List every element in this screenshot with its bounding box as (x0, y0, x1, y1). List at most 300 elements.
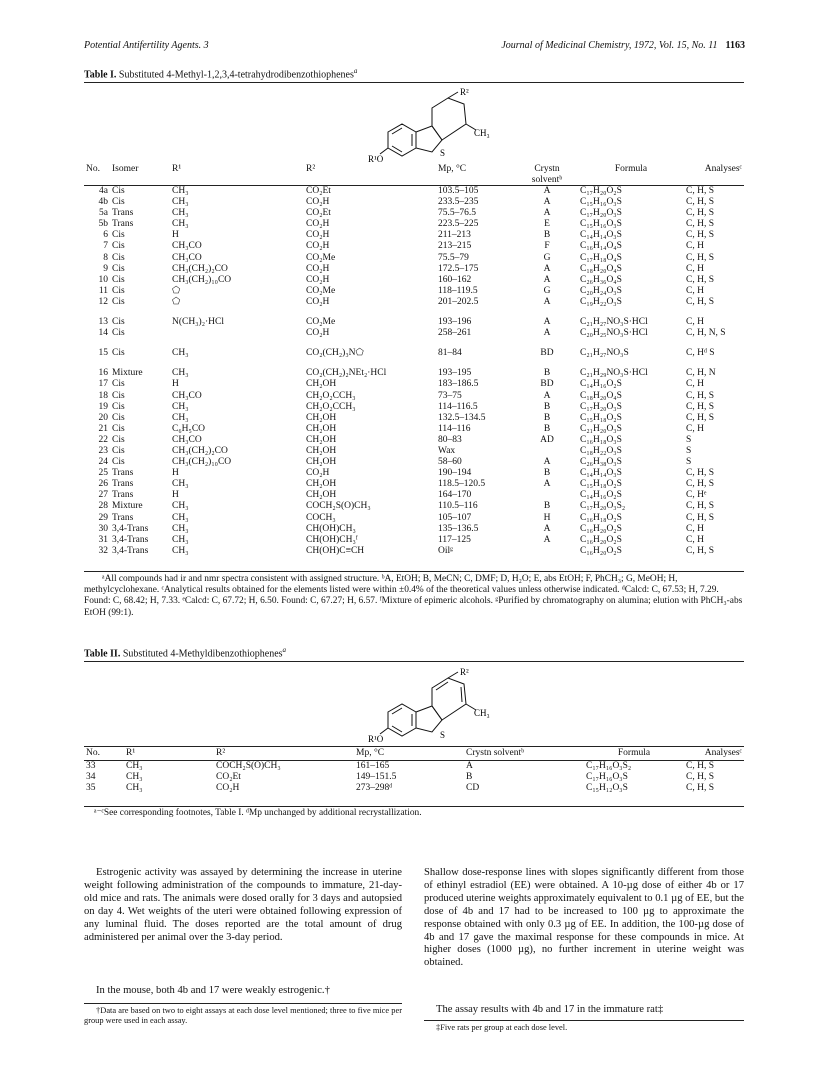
table1-cell: 27 (98, 490, 108, 501)
table1-cell: 114–116 (438, 423, 471, 434)
table2-label: Table II. (84, 648, 121, 660)
table2-cell: C, H, S (686, 783, 714, 794)
table1-cell: G (543, 285, 551, 296)
table1-cell: CH₃ (172, 197, 189, 208)
table1 (84, 164, 744, 557)
table1-cell: 118–119.5 (438, 285, 478, 296)
table1-cell: 25 (98, 468, 108, 479)
table1-cell: ⬠ (172, 296, 181, 307)
table1-cell: 24 (98, 457, 108, 468)
table1-cell: C₁₉H₂₂O₃S (580, 296, 622, 307)
journal-citation: Journal of Medicinal Chemistry, 1972, Vol. 15, No. 11 (501, 40, 718, 51)
table1-row (84, 219, 744, 230)
table1-cell: C₁₈H₂₂O₃S (580, 445, 622, 456)
table1-row (84, 328, 744, 348)
table1-cell: 22 (98, 434, 108, 445)
table1-cell: CH₃CO (172, 241, 202, 252)
table1-cell: B (543, 401, 551, 412)
table1-cell: C, H (686, 523, 704, 534)
table1-row (84, 501, 744, 512)
table1-row (84, 513, 744, 524)
table1-cell: Trans (112, 468, 134, 479)
body-right-paragraph-1: Shallow dose-response lines with slopes significantly different from those of ethinyl estradiol (EE) were obtained. A 10-µg dose of either 4b or 17 produced uterine weights approximately equivalent to 0.1 µg of EE, but the dose of 4b and 17 had to be increased to 100 µg to approximate the response obtained with only 0.3 µg of EE. In addition, the 100-µg dose of 4b and 17 gave the maximal response for these compounds in mice. At higher doses (1000 µg), no further increment in uterine weight was obtained. (424, 867, 745, 969)
table2-cell: B (466, 772, 473, 783)
table1-cell: CO₂(CH₂)₃N⬠ (306, 348, 364, 359)
table1-col-r1: R¹ (172, 164, 182, 174)
table1-cell: CH₂OH (306, 412, 337, 423)
table2-col-no: No. (86, 748, 100, 758)
table1-cell: 183–186.5 (438, 379, 479, 390)
table1-cell: CH₂OH (306, 379, 337, 390)
table1-cell: CO₂Et (306, 186, 331, 196)
table1-row (84, 253, 744, 264)
table1-cell: CH₃ (172, 501, 189, 512)
table1-cell: CO₂Me (306, 317, 336, 328)
table1-cell: A (543, 274, 551, 285)
table1-cell: 30 (98, 523, 108, 534)
table2-cell: CD (466, 783, 480, 794)
table1-cell: A (543, 197, 551, 208)
table1-cell: C, H (686, 241, 704, 252)
table1-cell: B (543, 368, 551, 379)
table1-cell: Trans (112, 479, 134, 490)
table1-cell: CH(OH)C≡CH (306, 545, 365, 556)
table1-cell: C, H (686, 534, 704, 545)
table1-cell: 211–213 (438, 230, 471, 241)
table1-cell: C₁₄H₁₄O₃S (580, 468, 622, 479)
table1-cell: A (543, 317, 551, 328)
table1-row (84, 186, 744, 197)
table2-col-r2: R² (216, 748, 226, 758)
table1-cell (516, 490, 578, 501)
table1-cell: 132.5–134.5 (438, 412, 486, 423)
table1-cell: B (543, 468, 551, 479)
table1-row (84, 275, 744, 286)
table1-cell: BD (540, 348, 554, 359)
thiophene-ring (416, 706, 442, 732)
table2-col-solvent: Crystn solventᵇ (466, 748, 525, 758)
table1-cell: CO₂H (306, 230, 330, 241)
table1-cell: B (543, 412, 551, 423)
table1-cell: CO₂H (306, 197, 330, 208)
table1-cell: 75.5–76.5 (438, 208, 476, 219)
table1-row (84, 535, 744, 546)
table1-cell: 8 (103, 252, 108, 263)
table1-caption (84, 67, 357, 80)
table1-col-analyses: Analysesᶜ (704, 164, 742, 174)
table1-cell: CH₃(CH₂)₂CO (172, 263, 228, 274)
table1-cell: CH₂OH (306, 490, 337, 501)
table1-cell (516, 546, 578, 557)
table1-cell: C₁₆H₁₈O₂S (580, 512, 622, 523)
table1-label: Table I. (84, 69, 117, 81)
table1-cell: C₂₆H₃₈O₃S (580, 457, 622, 468)
table1-cell: H (543, 512, 551, 523)
table1-top-rule (84, 82, 744, 83)
table1-cell: Trans (112, 490, 134, 501)
table1-cell: CH₃ (172, 534, 189, 545)
table1-cell: 164–170 (438, 490, 472, 501)
table1-cell: 26 (98, 479, 108, 490)
table1-cell: Cis (112, 285, 125, 296)
table1-cell: CH(OH)CH₃ᶠ (306, 534, 358, 545)
table1-cell: Cis (112, 263, 125, 274)
table1-cell: CH₃ (172, 512, 189, 523)
table1-cell: A (543, 296, 551, 307)
table1-row (84, 197, 744, 208)
table1-cell: 13 (98, 317, 108, 328)
table1-cell: C₁₇H₂₀O₃S (580, 401, 622, 412)
table1-row (84, 391, 744, 402)
table1-cell: BD (540, 379, 554, 390)
table1-cell: COCH₃ (306, 512, 336, 523)
table1-cell: C₁₄H₁₆O₂S (580, 379, 622, 390)
table2-cell: C, H, S (686, 772, 714, 783)
table1-cell: C, H, N, S (686, 328, 726, 339)
table1-cell: 5a (99, 208, 108, 219)
table1-row (84, 457, 744, 468)
table1-title: Substituted 4-Methyl-1,2,3,4-tetrahydrodibenzothiophenes (118, 69, 354, 81)
table1-cell: A (543, 534, 551, 545)
table2-cell: COCH₂S(O)CH₃ (216, 761, 281, 771)
table1-cell: 118.5–120.5 (438, 479, 486, 490)
table1-cell: C₁₆H₁₄O₄S (580, 241, 622, 252)
table1-cell: C₁₄H₁₄O₃S (580, 230, 622, 241)
table1-cell: CH₃ (172, 219, 189, 230)
table2-cell: CO₂H (216, 783, 240, 794)
table2-cell: CH₃ (126, 783, 143, 794)
table1-row (84, 348, 744, 368)
table1-cell: C₁₅H₁₆O₃S (580, 219, 622, 230)
table2-col-mp: Mp, °C (356, 748, 385, 758)
table1-row (84, 524, 744, 535)
table1-row (84, 435, 744, 446)
struct2-r2-label: R² (460, 667, 469, 677)
table1-cell: 201–202.5 (438, 296, 479, 307)
table1-cell: CO₂H (306, 328, 330, 339)
table2-caption (84, 646, 286, 659)
table1-row (84, 297, 744, 317)
table1-cell: CH₃(CH₂)₁₀CO (172, 457, 232, 468)
table1-cell: C, H, S (686, 230, 714, 241)
table1-cell: CO₂Et (306, 208, 331, 219)
table1-cell: C₁₆H₂₀O₂S (580, 545, 622, 556)
table1-cell: Cis (112, 348, 125, 359)
table2-cell: 273–298ᵈ (356, 783, 393, 794)
table1-cell: S (686, 445, 692, 456)
table1-cell: 223.5–225 (438, 219, 479, 230)
table1-cell: C, H, S (686, 208, 714, 219)
table1-cell: C, H, S (686, 512, 714, 523)
table2-cell: 33 (86, 761, 96, 771)
table1-cell: CO₂H (306, 263, 330, 274)
table1-cell: CO₂Me (306, 252, 336, 263)
table1-footnotes: ᵃAll compounds had ir and nmr spectra consistent with assigned structure. ᵇA, EtOH; B, MeCN; C, DMF; D, H₂O; E, abs EtOH; F, PhCH₃; G, MeOH; H, methylcyclohexane. ᶜAnalytical results obtained for the elements listed were within ±0.4% of the theoretical values unless otherwise indicated. ᵈCalcd: C, 67.53; H, 7.29. Found: C, 68.42; H, 7.33. ᵉCalcd: C, 67.72; H, 6.50. Found: C, 67.27; H, 6.57. ᶠMixture of epimeric alcohols. ᵍPurified by chromatography on alumina; elution with PhCH₃-abs EtOH (99:1). (84, 574, 743, 618)
table1-cell: CH₃ (172, 368, 189, 379)
table1-cell: 193–196 (438, 317, 472, 328)
running-head-left: Potential Antifertility Agents. 3 (84, 40, 209, 51)
table1-cell: 3,4-Trans (112, 523, 149, 534)
table2-cell: C₁₇H₁₆O₃S (586, 772, 628, 783)
table1-cell: C, H, S (686, 197, 714, 208)
table1-cell: CH(OH)CH₃ (306, 523, 356, 534)
table1-cell: CO₂H (306, 274, 330, 285)
table1-cell: C₁₈H₂₀O₄S (580, 390, 622, 401)
table1-cell: C₁₆H₂₀O₂S (580, 523, 622, 534)
table2-cell: C₁₇H₁₆O₃S₂ (586, 761, 632, 771)
table1-cell: Cis (112, 423, 125, 434)
table2-row (84, 772, 744, 783)
table1-body (84, 186, 744, 557)
table1-cell: C, H (686, 379, 704, 390)
table1-cell: CO₂H (306, 296, 330, 307)
table2-col-formula: Formula (617, 748, 651, 758)
table1-cell: F (544, 241, 550, 252)
table1-cell: C, H, S (686, 296, 714, 307)
table1-bottom-rule (84, 571, 744, 572)
table1-cell: CH₃ (172, 208, 189, 219)
table1-cell (170, 328, 304, 348)
table1-col-solvent: Crystn solventᵇ (531, 164, 563, 185)
body-left-paragraph-2: In the mouse, both 4b and 17 were weakly estrogenic.† (96, 985, 330, 996)
table1-cell: CH₂O₂CCH₃ (306, 401, 356, 412)
table1-cell: Wax (438, 445, 456, 456)
table1-cell: Cis (112, 434, 125, 445)
table1-row (84, 379, 744, 390)
table1-row (84, 468, 744, 479)
table1-cell: CO₂H (306, 219, 330, 230)
table1-cell: C₂₁H₂₀O₃S (580, 423, 622, 434)
struct1-s-label: S (440, 148, 446, 158)
table1-row (84, 230, 744, 241)
table1-cell: 103.5–105 (438, 186, 479, 196)
struct1-r2-label: R² (460, 87, 469, 97)
table1-cell: 20 (98, 412, 108, 423)
table1-cell: C₁₇H₂₀O₃S₂ (580, 501, 626, 512)
table1-cell: ⬠ (172, 285, 181, 296)
table1-cell: CH₂O₂CCH₃ (306, 390, 356, 401)
table1-cell: Cis (112, 401, 125, 412)
table1-row (84, 402, 744, 413)
table1-cell: Trans (112, 512, 134, 523)
table1-cell: C₂₁H₂₉NO₃S·HCl (580, 368, 648, 379)
table1-cell: CH₃ (172, 186, 189, 196)
table1-cell: C₁₈H₂₀O₄S (580, 263, 622, 274)
table1-cell: A (543, 328, 551, 339)
table1-cell: C₂₁H₂₇NO₃S (580, 348, 629, 359)
table1-cell: 6 (103, 230, 108, 241)
struct1-ch3-label: CH₃ (474, 128, 490, 138)
table1-cell: C, H (686, 263, 704, 274)
body-left-paragraph-1: Estrogenic activity was assayed by determining the increase in uterine weight following administration of the compounds to immature, 21-day-old mice and rats. The animals were dosed orally for 3 days and autopsied on day 4. Wet weights of the uteri were obtained following expression of any luminal fluid. The doses reported are the total amount of drug administered per animal over the 3-day period. (84, 867, 402, 943)
table2-cell: A (466, 761, 473, 771)
table1-row (84, 208, 744, 219)
table1-cell: Cis (112, 274, 125, 285)
table1-cell: 9 (103, 263, 108, 274)
table2-col-analyses: Analysesᶜ (704, 748, 742, 758)
table1-cell: 233.5–235 (438, 197, 479, 208)
table2-cell: C, H, S (686, 761, 714, 771)
table1-cell: Cis (112, 328, 125, 339)
table1-cell: C₁₇H₁₈O₄S (580, 252, 622, 263)
table2-cell: 149–151.5 (356, 772, 397, 783)
body-right-footnote-rule (424, 1020, 744, 1021)
table1-row (84, 286, 744, 297)
table2-title-note: a (282, 646, 287, 654)
table1-cell: C₂₆H₃₆O₄S (580, 274, 622, 285)
table1-cell: CH₃(CH₂)₂CO (172, 445, 228, 456)
table2-body (84, 759, 744, 794)
table1-cell: C₁₇H₂₀O₃S (580, 208, 622, 219)
body-left-footnote: †Data are based on two to eight assays at each dose level mentioned; three to five mice per group were used in each assay. (84, 1006, 402, 1025)
table1-cell: 172.5–175 (438, 263, 479, 274)
table1-cell: 16 (98, 368, 108, 379)
table1-cell: C₆H₅CO (172, 423, 206, 434)
table1-cell: S (686, 434, 692, 445)
table1-cell: Cis (112, 412, 125, 423)
table2-cell: 35 (86, 783, 96, 794)
table1-cell: C, H, S (686, 468, 714, 479)
table1-header-row (84, 164, 744, 186)
table2-header-row (84, 748, 744, 759)
table1-cell (516, 446, 578, 457)
table1-row (84, 317, 744, 328)
table1-cell: 193–195 (438, 368, 472, 379)
table1-cell: 18 (98, 390, 108, 401)
table1-cell: A (543, 208, 551, 219)
table1-cell: 135–136.5 (438, 523, 479, 534)
table1-cell: Mixture (112, 368, 143, 379)
table1-cell: A (543, 390, 551, 401)
r2-bond (448, 92, 458, 98)
table1-cell: 58–60 (438, 457, 462, 468)
table1-cell: 160–162 (438, 274, 472, 285)
table1-cell: CH₂OH (306, 423, 337, 434)
body-left-footnote-rule (84, 1003, 402, 1004)
table1-cell: CH₃CO (172, 434, 202, 445)
table1-cell: 5b (98, 219, 108, 230)
table1-cell: Cis (112, 296, 125, 307)
table1-row (84, 424, 744, 435)
table1-cell: CH₂OH (306, 457, 337, 468)
table1-cell: C₁₅H₁₆O₃S (580, 197, 622, 208)
table1-cell: 190–194 (438, 468, 472, 479)
table1-cell: CH₂OH (306, 434, 337, 445)
table1-cell: C₁₅H₁₈O₂S (580, 479, 622, 490)
table1-cell: H (172, 490, 179, 501)
table1-cell: H (172, 379, 179, 390)
table1-cell: 21 (98, 423, 108, 434)
table1-cell: B (543, 423, 551, 434)
table2-col-r1: R¹ (126, 748, 136, 758)
struct1-r1o-label: R¹O (368, 154, 384, 164)
table2-cell: CH₃ (126, 772, 143, 783)
table1-cell: A (543, 263, 551, 274)
table1-structure-diagram (370, 84, 510, 164)
body-right-footnote: ‡Five rats per group at each dose level. (436, 1023, 568, 1032)
table2-bottom-rule (84, 806, 744, 807)
table2-title: Substituted 4-Methyldibenzothiophenes (122, 648, 283, 660)
struct2-s-label: S (440, 730, 446, 740)
table1-cell: C, H, S (686, 219, 714, 230)
table1-cell: Cis (112, 186, 125, 196)
table1-cell: CO₂(CH₂)₂NEt₂·HCl (306, 368, 387, 379)
table1-row (84, 490, 744, 501)
table1-cell: 7 (103, 241, 108, 252)
table1-cell: CH₃CO (172, 252, 202, 263)
table1-cell: 11 (98, 285, 108, 296)
table1-cell: CH₂OH (306, 479, 337, 490)
table1-cell: CH₃ (172, 412, 189, 423)
table1-cell: 19 (98, 401, 108, 412)
table1-cell: B (543, 230, 551, 241)
table1-cell: Trans (112, 219, 134, 230)
table1-cell: Trans (112, 208, 134, 219)
table1-cell: Cis (112, 197, 125, 208)
table1-cell: 32 (98, 545, 108, 556)
table1-header-rule (84, 185, 744, 186)
page-number: 1163 (725, 40, 745, 51)
table1-cell: 213–215 (438, 241, 472, 252)
table1-title-note: a (353, 67, 358, 75)
table1-cell: C, H, S (686, 412, 714, 423)
table1-cell: E (544, 219, 550, 230)
table1-cell: 23 (98, 445, 108, 456)
table1-cell: C, H, S (686, 390, 714, 401)
table1-cell: 4a (99, 186, 108, 196)
table1-cell: C, H, S (686, 545, 714, 556)
table2 (84, 748, 744, 794)
table1-cell: S (686, 457, 692, 468)
table2-cell: 34 (86, 772, 96, 783)
table1-cell: C, Hᵉ (686, 490, 707, 501)
table1-cell: CH₃CO (172, 390, 202, 401)
table1-cell: CH₃ (172, 479, 189, 490)
table1-cell: C, H (686, 423, 704, 434)
table1-cell: C, H, S (686, 274, 714, 285)
table1-row (84, 241, 744, 252)
table1-cell: B (543, 501, 551, 512)
table1-cell: CH₃ (172, 348, 189, 359)
table1-cell: Cis (112, 390, 125, 401)
table1-row (84, 479, 744, 490)
table1-cell: C₂₀H₂₅NO₃S·HCl (580, 328, 648, 339)
body-right-paragraph-2: The assay results with 4b and 17 in the immature rat‡ (436, 1004, 664, 1015)
double-bond (436, 682, 448, 690)
table1-cell: Cis (112, 241, 125, 252)
table1-cell: CH₃(CH₂)₁₀CO (172, 274, 232, 285)
table1-cell: CO₂H (306, 468, 330, 479)
table1-cell: Cis (112, 252, 125, 263)
table1-cell: CH₂OH (306, 445, 337, 456)
table1-cell: 31 (98, 534, 108, 545)
struct2-ch3-label: CH₃ (474, 708, 490, 718)
cyclohexane-ring (432, 98, 466, 140)
table1-row (84, 546, 744, 557)
table1-cell: C₁₅H₁₈O₂S (580, 412, 622, 423)
table1-cell: 15 (98, 348, 108, 359)
table1-cell: C, H, N (686, 368, 716, 379)
table1-cell: C₂₀H₂₄O₃S (580, 285, 622, 296)
table2-structure-diagram (370, 662, 510, 744)
table1-cell: A (543, 523, 551, 534)
table2-cell: CH₃ (126, 761, 143, 771)
table1-cell: Cis (112, 230, 125, 241)
table1-cell: 258–261 (438, 328, 472, 339)
benzene-ring-2 (432, 678, 466, 720)
table1-cell: 14 (98, 328, 108, 339)
table1-cell: C, H, S (686, 401, 714, 412)
